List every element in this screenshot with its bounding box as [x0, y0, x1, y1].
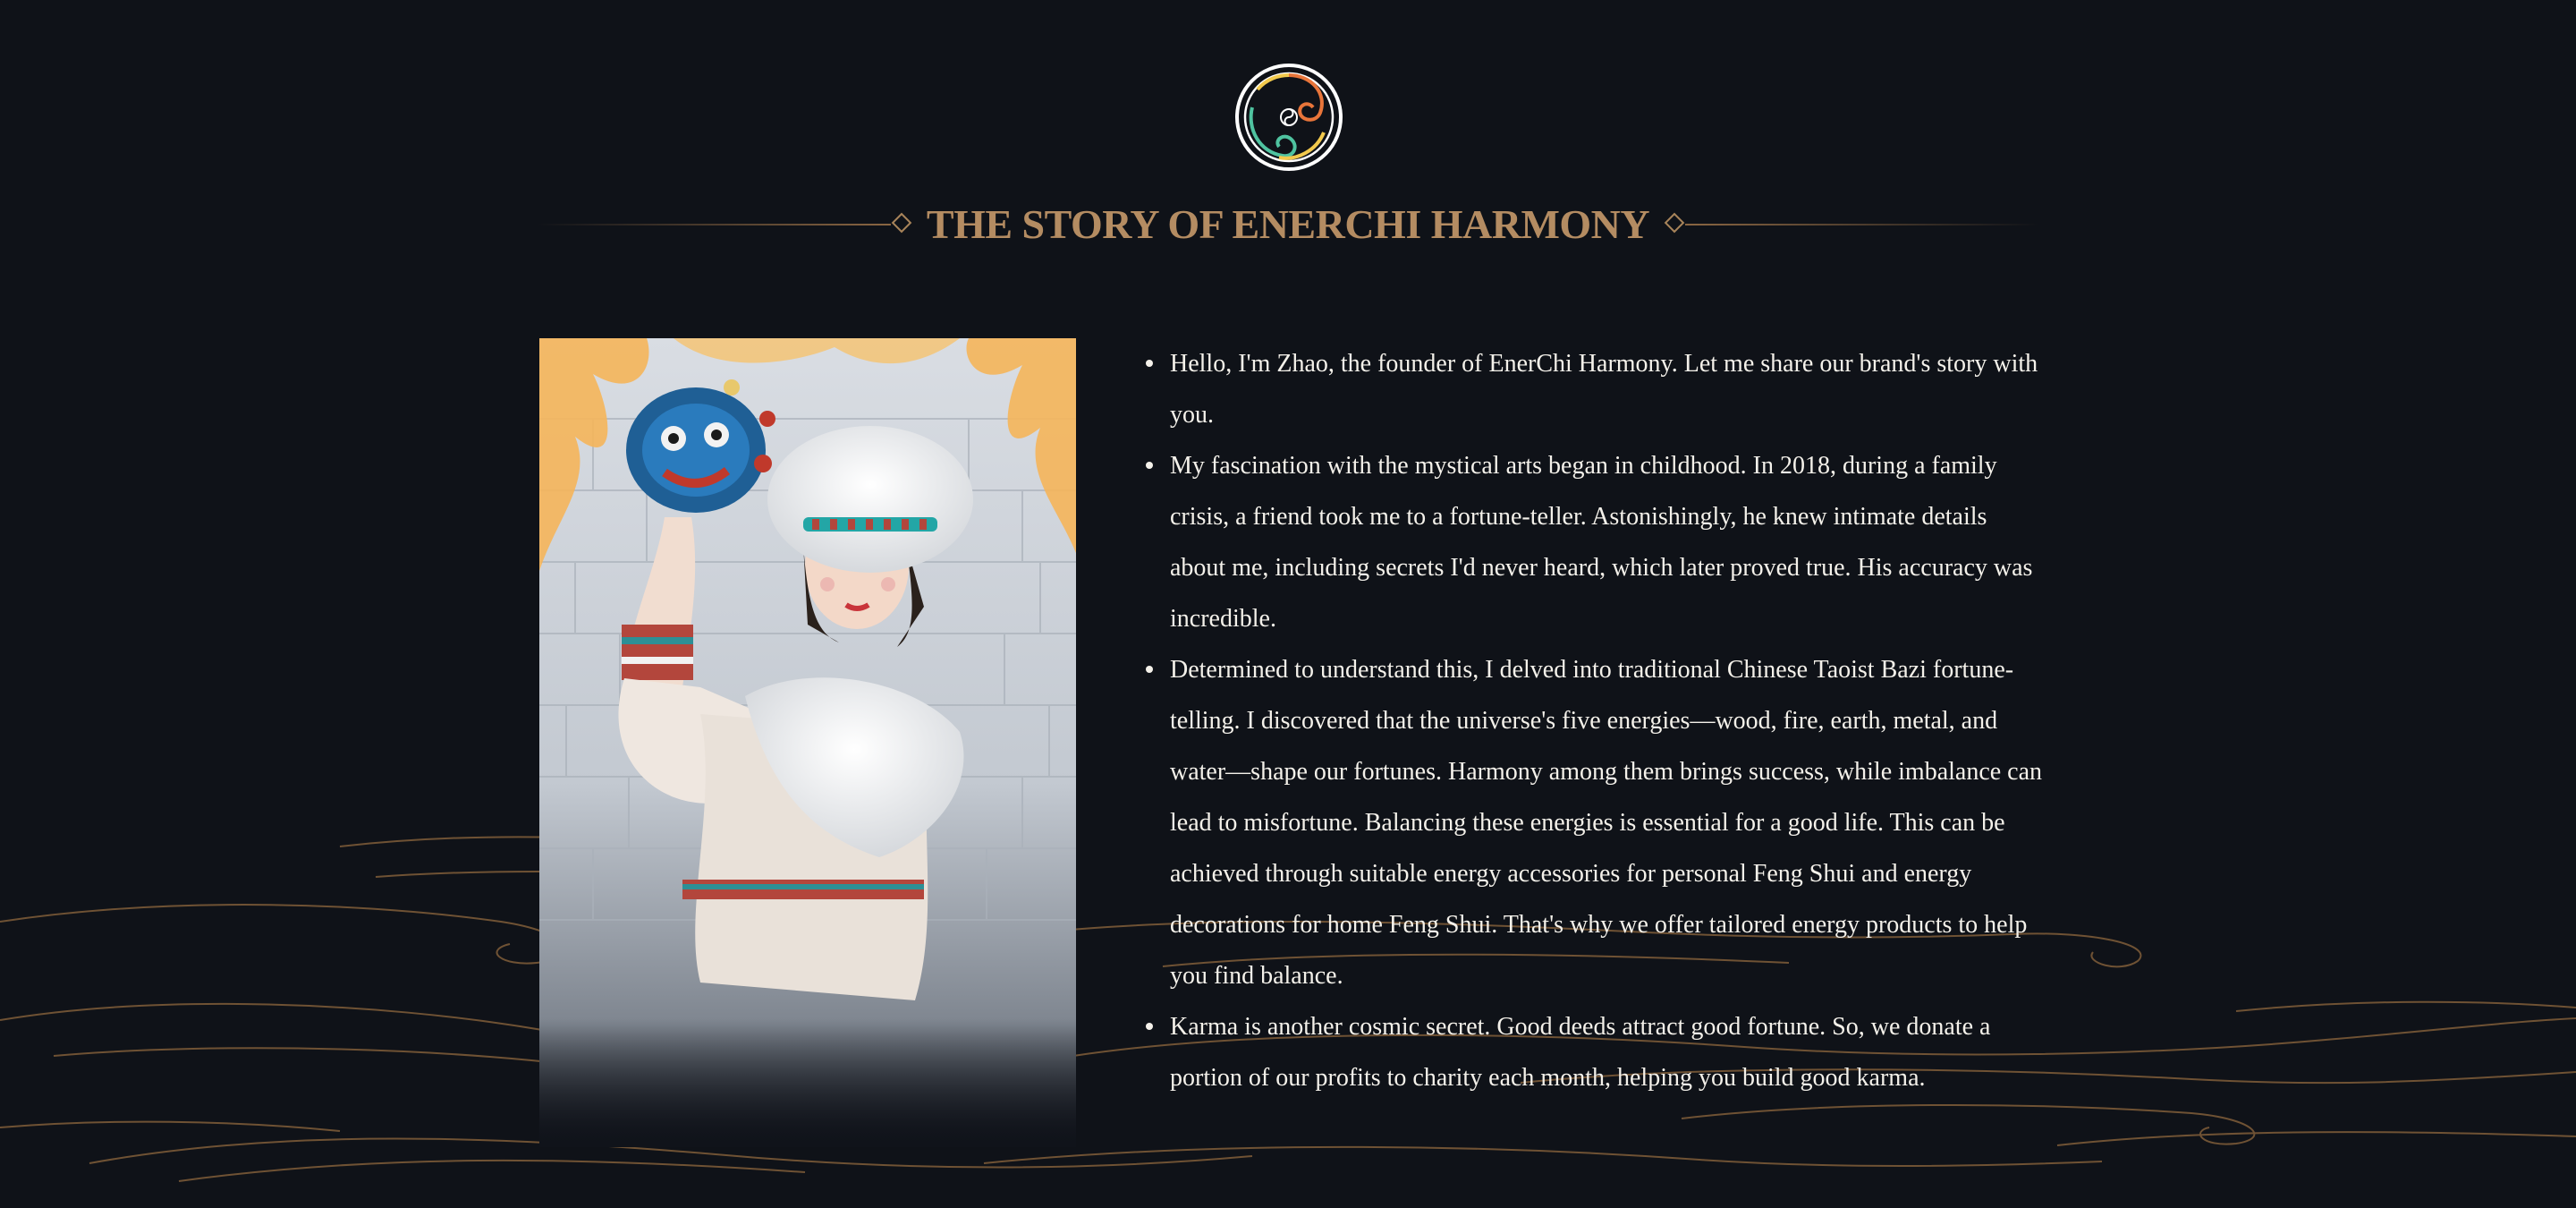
enerchi-swirl-logo-icon [1234, 63, 1343, 172]
title-row [537, 195, 2039, 254]
story-paragraph [1170, 338, 2046, 440]
title-divider-right [1685, 224, 2039, 225]
bullet-dot-icon [1146, 360, 1153, 367]
story-paragraph [1170, 644, 2046, 1001]
story-paragraph [1170, 440, 2046, 644]
story-text: Determined to understand this, I delved into traditional Chinese Taoist Bazi fortune-telling. I discovered that the universe's five energies—wood, fire, earth, metal, and water—shape our fortunes. Harmony among them brings success, while imbalance can lead to misfortune. Balancing these energies is essential for a good life. This can be achieved through suitable energy accessories for personal Feng Shui and energy decorations for home Feng Shui. That's why we offer tailored energy products to help you find balance. [1170, 656, 2043, 990]
story-text: My fascination with the mystical arts began in childhood. In 2018, during a family crisis, a friend took me to a fortune-teller. Astonishingly, he knew intimate details about me, including secrets I'd never heard, which later proved true. His accuracy was incredible. [1170, 452, 2033, 633]
founder-portrait-image [539, 338, 1076, 1147]
bullet-dot-icon [1146, 1023, 1153, 1030]
bullet-dot-icon [1146, 462, 1153, 469]
story-text: Karma is another cosmic secret. Good deeds attract good fortune. So, we donate a portion of our profits to charity each month, helping you build good karma. [1170, 1013, 1991, 1092]
story-paragraph [1170, 1001, 2046, 1103]
story-text: Hello, I'm Zhao, the founder of EnerChi Harmony. Let me share our brand's story with you. [1170, 350, 2038, 429]
story-list [1170, 338, 2046, 1103]
bullet-dot-icon [1146, 666, 1153, 673]
page-title: THE STORY OF ENERCHI HARMONY [926, 201, 1650, 247]
